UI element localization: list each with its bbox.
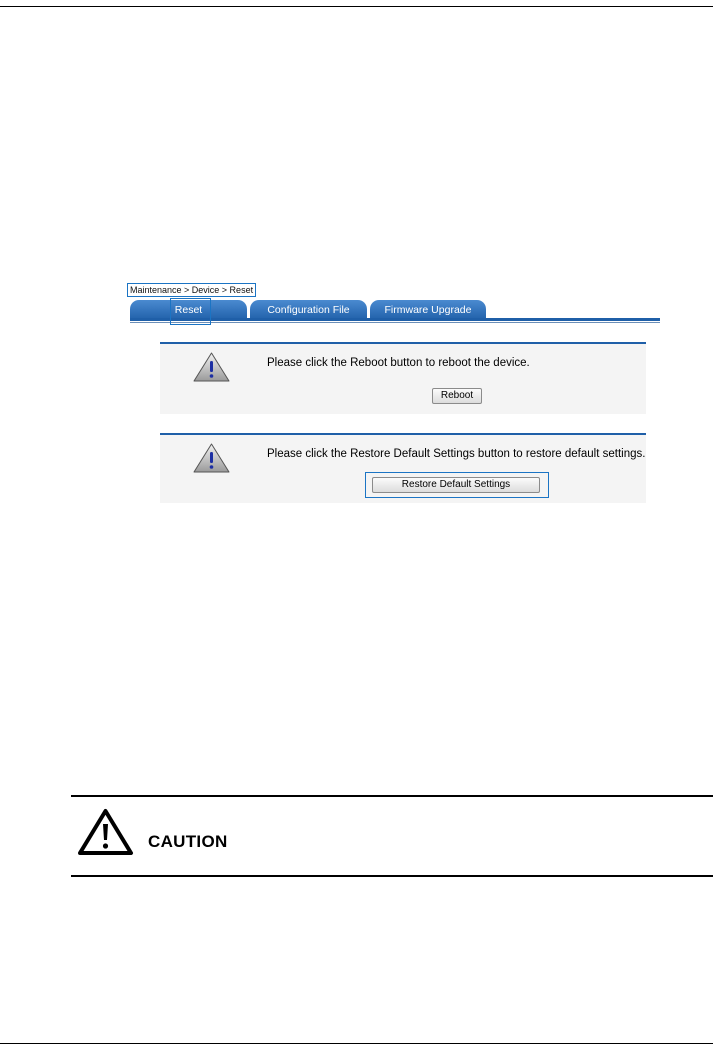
reboot-message: Please click the Reboot button to reboot the device.: [267, 357, 530, 369]
restore-panel: [160, 433, 646, 503]
warning-triangle-icon: [77, 808, 134, 856]
footer-rule: [0, 1043, 713, 1044]
tab-reset-highlight: [170, 298, 211, 325]
tab-reset[interactable]: Reset: [130, 300, 247, 321]
warning-icon: [193, 352, 230, 382]
reboot-panel: [160, 342, 646, 414]
tab-configuration-file[interactable]: Configuration File: [250, 300, 367, 321]
caution-box: [71, 795, 713, 877]
tab-firmware-upgrade[interactable]: Firmware Upgrade: [370, 300, 486, 321]
restore-default-settings-button[interactable]: Restore Default Settings: [372, 477, 540, 493]
warning-icon: [193, 443, 230, 473]
caution-label: CAUTION: [148, 832, 228, 851]
restore-message: Please click the Restore Default Settings button to restore default settings.: [267, 448, 646, 460]
tab-bar: [130, 298, 660, 324]
header-rule: [0, 6, 713, 7]
breadcrumb: Maintenance > Device > Reset: [127, 283, 256, 297]
reboot-button[interactable]: Reboot: [432, 388, 482, 404]
